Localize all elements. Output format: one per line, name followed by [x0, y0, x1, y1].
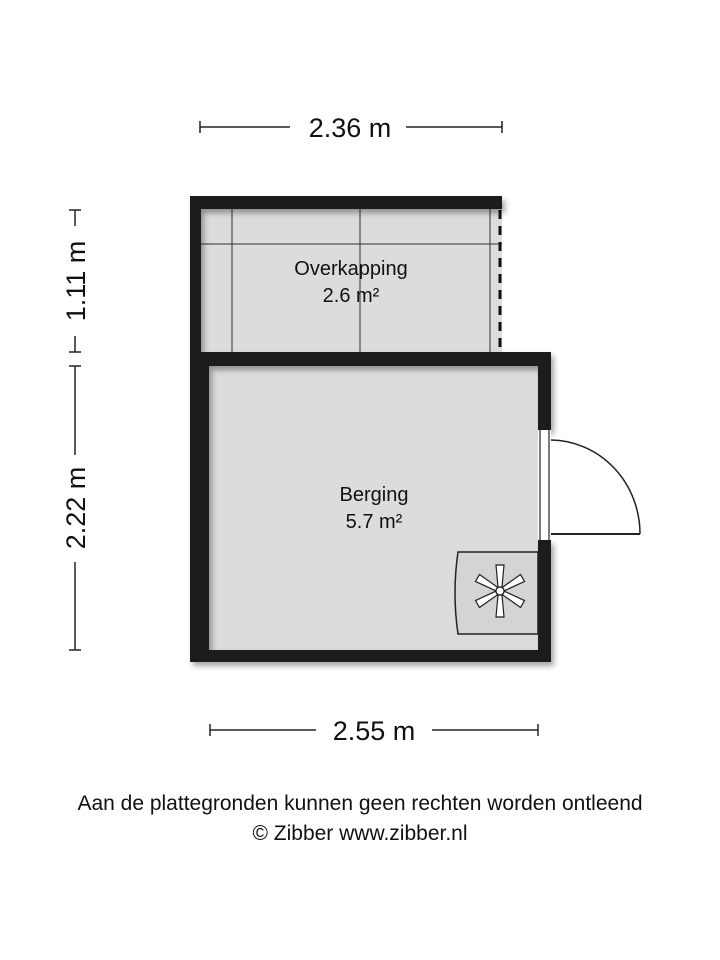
dimension-bottom-label: 2.55 m: [332, 716, 416, 746]
dimension-left-upper: [61, 210, 91, 352]
dimension-left-lower: [61, 366, 91, 650]
room-overkapping-area-label: 2.6 m²: [322, 285, 380, 307]
copyright-text: © Zibber www.zibber.nl: [252, 822, 468, 845]
dimension-top-label: 2.36 m: [308, 113, 392, 143]
door-swing-icon: [551, 440, 640, 534]
room-overkapping-name: Overkapping: [294, 258, 408, 280]
dimension-left-lower-label: 2.22 m: [61, 466, 91, 550]
fan-icon: [455, 552, 538, 634]
door: [538, 430, 640, 540]
room-berging-name: Berging: [339, 484, 409, 506]
disclaimer-text: Aan de plattegronden kunnen geen rechten worden ontleend: [77, 792, 643, 815]
room-overkapping: [200, 208, 502, 352]
dimension-top: [200, 113, 502, 143]
dimension-left-upper-label: 1.11 m: [61, 240, 91, 322]
dimension-bottom: [210, 716, 538, 746]
room-berging-area: 5.7 m²: [345, 511, 403, 533]
